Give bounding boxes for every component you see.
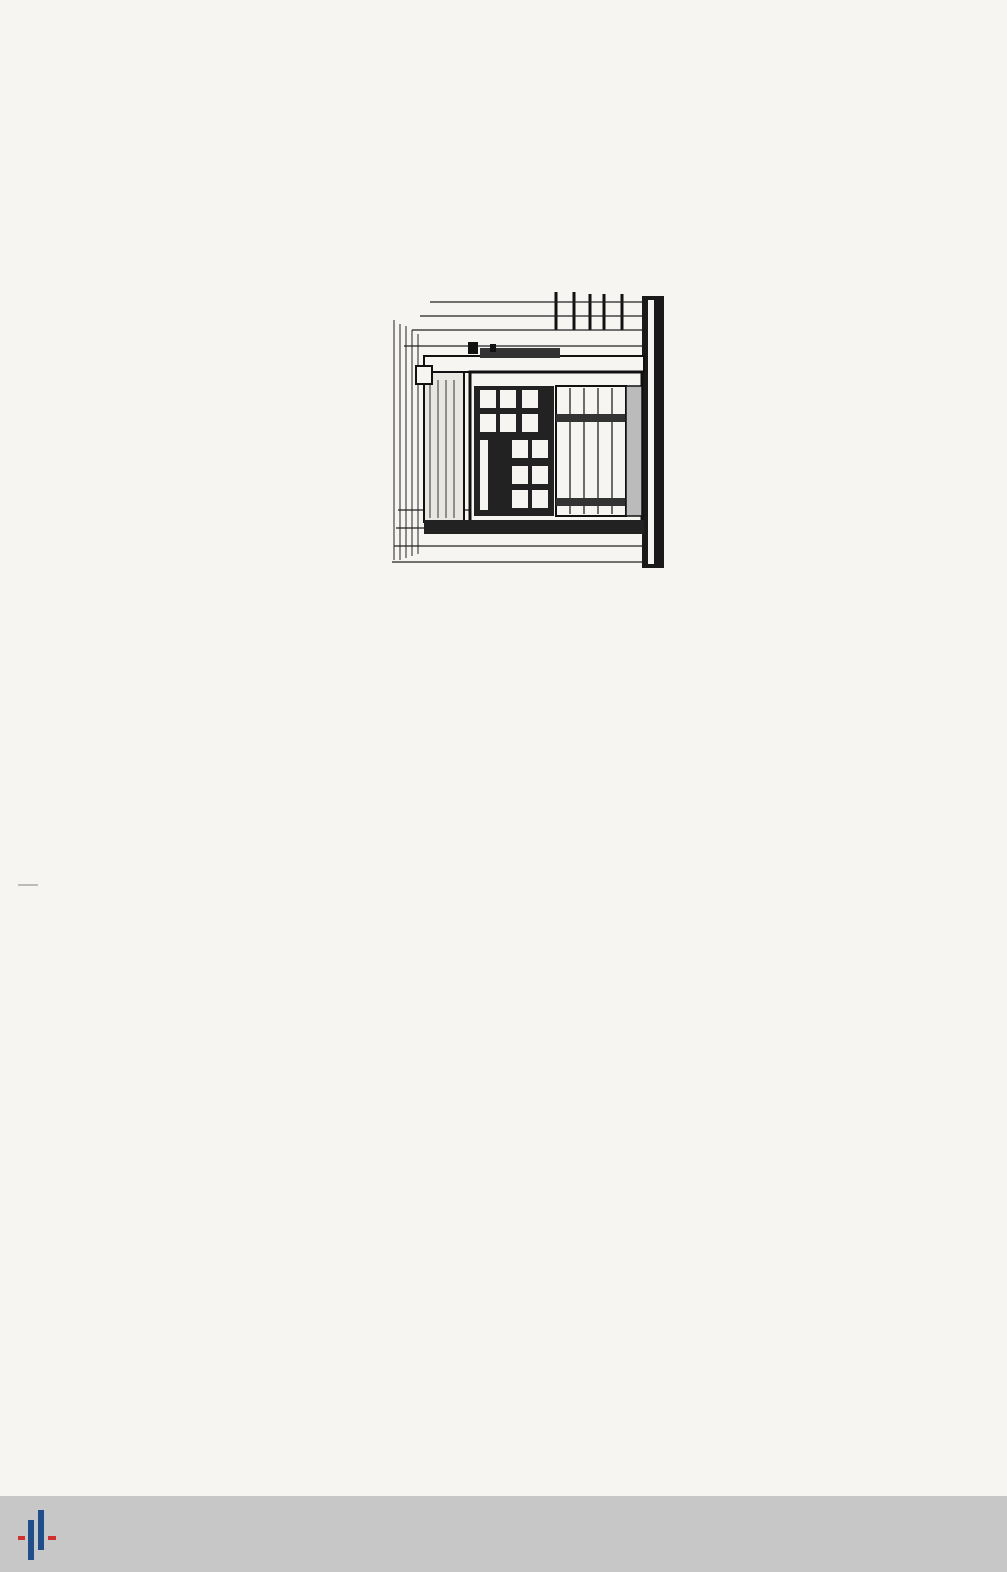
figure-illustration — [390, 290, 668, 572]
ub-freiburg-logo-icon — [14, 1506, 64, 1562]
margin-mark — [18, 884, 38, 886]
footer-bar — [0, 1496, 1007, 1572]
shutter-drawing-icon — [390, 290, 668, 572]
